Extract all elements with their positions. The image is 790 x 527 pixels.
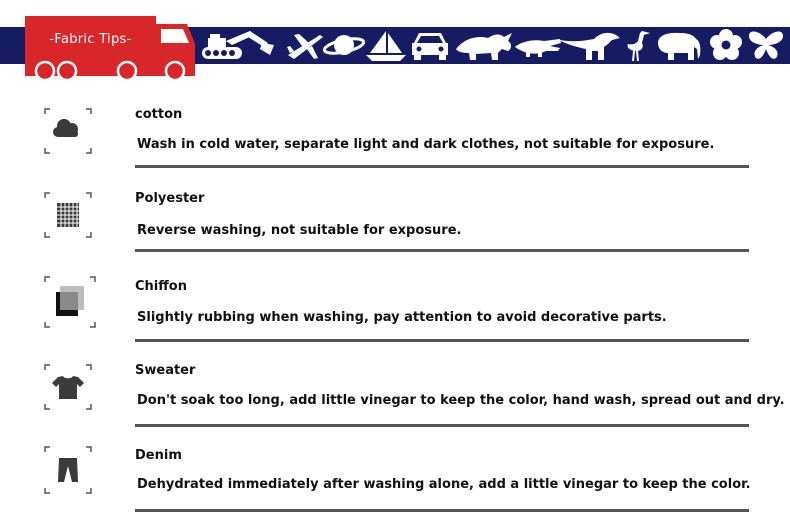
fabric-description: Don't soak too long, add little vinegar to keep the color, hand wash, spread out and dry. (137, 393, 785, 408)
airplane-icon (286, 29, 324, 62)
layers-icon (44, 276, 96, 328)
sailboat-icon (364, 29, 408, 62)
butterfly-icon (746, 29, 786, 62)
excavator-icon (198, 29, 278, 62)
divider (135, 249, 749, 252)
fabric-description: Dehydrated immediately after washing alone, add a little vinegar to keep the color. (137, 477, 751, 492)
triceratops-icon (454, 29, 514, 62)
divider (135, 165, 749, 168)
grid-icon (44, 192, 92, 238)
fabric-description: Slightly rubbing when washing, pay attention to avoid decorative parts. (137, 310, 667, 325)
fabric-name: cotton (135, 107, 183, 122)
flower-icon (708, 29, 744, 62)
elephant-icon (654, 29, 704, 62)
dinosaur-icon (556, 29, 622, 62)
divider (135, 339, 749, 342)
pants-icon (44, 446, 92, 494)
fabric-name: Denim (135, 448, 182, 463)
planet-icon (322, 29, 366, 62)
fabric-name: Polyester (135, 191, 205, 206)
page-title: -Fabric Tips- (49, 32, 132, 47)
car-icon (410, 29, 450, 62)
fabric-name: Chiffon (135, 279, 187, 294)
divider (135, 509, 749, 512)
cloud-icon (44, 108, 92, 154)
fabric-name: Sweater (135, 363, 196, 378)
fabric-description: Reverse washing, not suitable for exposure. (137, 223, 462, 238)
tshirt-icon (44, 364, 92, 410)
crane-bird-icon (622, 29, 652, 62)
crocodile-icon (514, 29, 562, 62)
divider (135, 424, 749, 427)
fabric-description: Wash in cold water, separate light and dark clothes, not suitable for exposure. (137, 137, 715, 152)
